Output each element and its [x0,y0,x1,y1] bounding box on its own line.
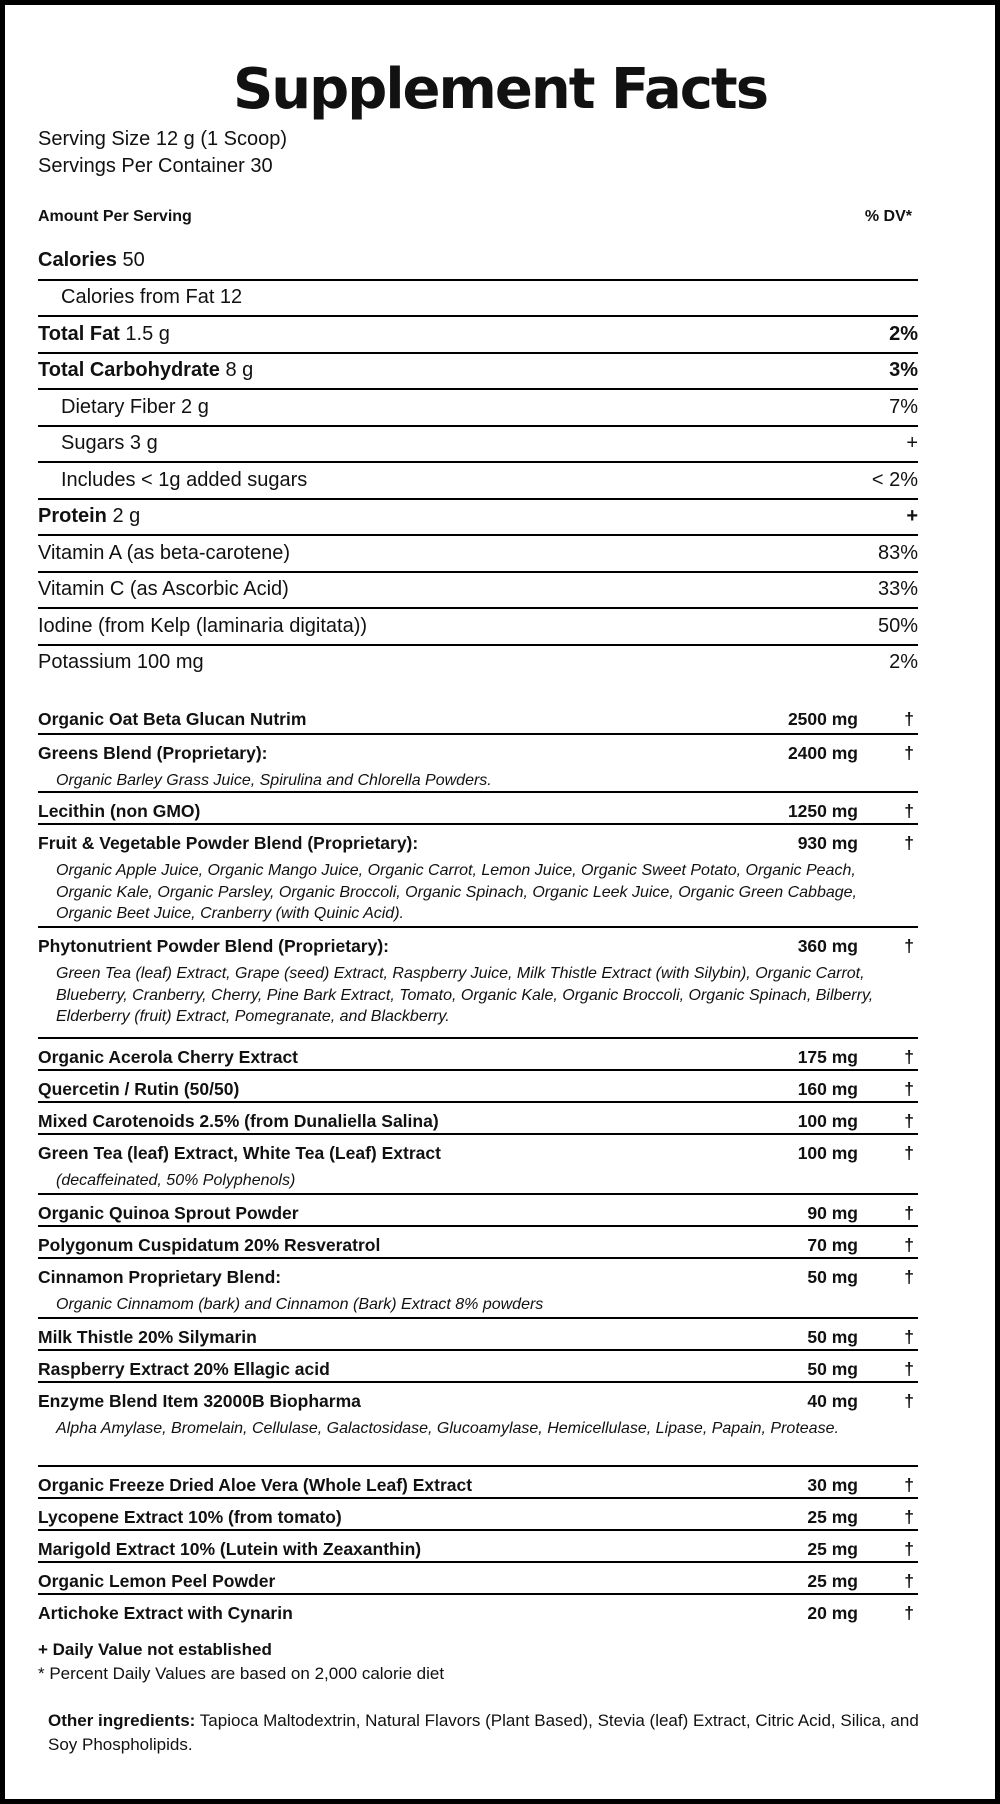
nutrient-label [61,286,242,309]
ingredient-amount: 30 mg [807,1475,858,1495]
ingredient-amount: 100 mg [797,1111,858,1131]
ingredient-dv-dagger: † [904,1539,914,1559]
nutrient-dv: 7% [889,395,918,418]
ingredient-amount: 2500 mg [787,709,858,729]
nutrient-amount: 1.5 g [125,322,170,345]
nutrient-row [38,461,918,498]
ingredient-row [38,1037,918,1069]
ingredient-row [38,791,918,823]
ingredient-row [38,1193,918,1225]
ingredient-name: Greens Blend (Proprietary): [38,743,268,763]
ingredient-subtext: Alpha Amylase, Bromelain, Cellulase, Galactosidase, Glucoamylase, Hemicellulase, Lipase, Papain, Protease. [56,1420,839,1437]
ingredient-name: Organic Oat Beta Glucan Nutrim [38,709,307,729]
nutrient-row [38,571,918,608]
ingredient-dv-dagger: † [904,1571,914,1591]
daily-value-header: % DV* [864,208,912,225]
other-ingredients [48,1709,948,1757]
serving-size: Serving Size 12 g (1 Scoop) [38,128,288,150]
nutrient-amount: Sugars 3 g [61,432,158,455]
footnote-percent-dv: * Percent Daily Values are based on 2,000 calorie diet [38,1664,445,1683]
ingredient-row [38,926,918,1037]
ingredient-amount: 50 mg [807,1267,858,1287]
other-ingredients-label: Other ingredients: [48,1711,196,1730]
servings-per-container: Servings Per Container 30 [38,155,273,177]
footnote-dv-not-established: + Daily Value not established [38,1640,272,1659]
ingredient-dv-dagger: † [904,709,914,729]
ingredient-subtext: Green Tea (leaf) Extract, Grape (seed) Extract, Raspberry Juice, Milk Thistle Extract (with Silybin), Organic Carrot, Blueberry, Cranberry, Cherry, Pine Bark Extract, Tomato, Organic Kale, Organic Broccoli, Organic Spinach, Bilberry, Elderberry (fruit) Extract, Pomegranate, and Blackberry. [56,965,874,1025]
ingredient-row [38,701,918,733]
nutrient-amount: Iodine (from Kelp (laminaria digitata)) [38,614,368,637]
ingredient-subtext: Organic Apple Juice, Organic Mango Juice, Organic Carrot, Lemon Juice, Organic Sweet Potato, Organic Peach, Organic Kale, Organic Parsley, Organic Broccoli, Organic Spinach, Organic Leek Juice, Organic Green Cabbage, Organic Beet Juice, Cranberry (with Quinic Acid). [56,862,857,922]
ingredient-row [38,1497,918,1529]
ingredient-amount: 25 mg [807,1571,858,1591]
nutrient-row [38,644,918,681]
nutrient-dv: 2% [889,322,918,345]
nutrient-row [38,534,918,571]
ingredient-row [38,1529,918,1561]
ingredient-row [38,733,918,791]
ingredient-row [38,1069,918,1101]
ingredient-dv-dagger: † [904,1047,914,1067]
nutrient-label [38,505,140,528]
ingredient-amount: 175 mg [797,1047,858,1067]
ingredient-dv-dagger: † [904,1603,914,1623]
ingredient-dv-dagger: † [904,1391,914,1411]
ingredient-name: Marigold Extract 10% (Lutein with Zeaxanthin) [38,1539,422,1559]
nutrient-amount: 8 g [225,359,254,382]
ingredient-dv-dagger: † [904,1079,914,1099]
nutrient-amount: Includes < 1g added sugars [61,468,308,491]
ingredient-dv-dagger: † [904,1359,914,1379]
ingredient-dv-dagger: † [904,833,914,853]
nutrient-name: Calories [38,248,117,271]
nutrient-label [38,542,290,565]
ingredient-name: Organic Lemon Peel Powder [38,1571,276,1591]
ingredient-row [38,1317,918,1349]
nutrient-amount: Potassium 100 mg [38,651,204,674]
ingredient-amount: 90 mg [807,1203,858,1223]
nutrient-row [38,352,918,389]
ingredient-name: Organic Acerola Cherry Extract [38,1047,299,1067]
ingredient-row [38,1465,918,1497]
nutrient-amount: Dietary Fiber 2 g [61,395,209,418]
nutrient-label [38,323,170,346]
nutrient-dv: < 2% [871,468,918,491]
ingredient-amount: 70 mg [807,1235,858,1255]
ingredient-amount: 2400 mg [787,743,858,763]
ingredient-row [38,1133,918,1193]
ingredient-amount: 25 mg [807,1507,858,1527]
nutrient-label [38,578,289,601]
ingredient-amount: 930 mg [797,833,858,853]
ingredient-dv-dagger: † [904,1475,914,1495]
amount-per-serving-header: Amount Per Serving [38,208,192,225]
ingredient-dv-dagger: † [904,1507,914,1527]
ingredient-row [38,1593,918,1625]
nutrient-dv: + [906,432,918,455]
nutrient-label [61,469,307,492]
nutrient-row [38,607,918,644]
nutrient-row [38,425,918,462]
ingredient-amount: 50 mg [807,1327,858,1347]
ingredient-row [38,1101,918,1133]
nutrient-dv: 83% [877,541,918,564]
ingredient-amount: 100 mg [797,1143,858,1163]
ingredient-name: Organic Quinoa Sprout Powder [38,1203,299,1223]
ingredient-name: Cinnamon Proprietary Blend: [38,1267,282,1287]
nutrient-amount: 2 g [112,505,141,528]
nutrient-dv: 33% [877,578,918,601]
ingredient-name: Raspberry Extract 20% Ellagic acid [38,1359,330,1379]
nutrient-amount: Calories from Fat 12 [61,286,243,309]
nutrient-amount: Vitamin C (as Ascorbic Acid) [38,578,289,601]
ingredient-dv-dagger: † [904,1327,914,1347]
ingredient-name: Enzyme Blend Item 32000B Biopharma [38,1391,361,1411]
ingredient-name: Lecithin (non GMO) [38,801,201,821]
ingredient-subtext: Organic Cinnamom (bark) and Cinnamon (Bark) Extract 8% powders [56,1296,544,1313]
ingredient-amount: 40 mg [807,1391,858,1411]
ingredient-row [38,1349,918,1381]
panel-title: Supplement Facts [232,57,768,122]
ingredient-name: Polygonum Cuspidatum 20% Resveratrol [38,1235,381,1255]
ingredient-row [38,1257,918,1317]
nutrient-row [38,388,918,425]
ingredient-name: Fruit & Vegetable Powder Blend (Proprietary): [38,833,419,853]
ingredient-name: Phytonutrient Powder Blend (Proprietary): [38,936,389,956]
ingredient-name: Artichoke Extract with Cynarin [38,1603,293,1623]
ingredient-row [38,1381,918,1465]
ingredient-name: Mixed Carotenoids 2.5% (from Dunaliella Salina) [38,1111,439,1131]
nutrient-row [38,498,918,535]
ingredient-amount: 360 mg [797,936,858,956]
nutrient-name: Total Carbohydrate [38,359,220,382]
ingredient-amount: 50 mg [807,1359,858,1379]
ingredient-row [38,1225,918,1257]
nutrient-row [38,242,918,279]
ingredient-dv-dagger: † [904,1267,914,1287]
ingredient-dv-dagger: † [904,1111,914,1131]
nutrient-amount: Vitamin A (as beta-carotene) [38,541,290,564]
nutrient-dv: 3% [889,359,918,382]
ingredient-dv-dagger: † [904,801,914,821]
nutrient-label [61,432,158,455]
ingredient-dv-dagger: † [904,1235,914,1255]
ingredient-amount: 20 mg [807,1603,858,1623]
nutrient-label [38,615,367,638]
ingredient-name: Quercetin / Rutin (50/50) [38,1079,240,1099]
ingredient-subtext: (decaffeinated, 50% Polyphenols) [56,1172,296,1189]
ingredient-name: Green Tea (leaf) Extract, White Tea (Leaf) Extract [38,1143,441,1163]
nutrient-amount: 50 [122,248,145,271]
ingredient-amount: 160 mg [797,1079,858,1099]
nutrient-label [38,359,253,382]
nutrient-dv: + [906,505,918,528]
nutrient-dv: 2% [889,651,918,674]
nutrient-row [38,279,918,316]
other-ingredients-text: Tapioca Maltodextrin, Natural Flavors (Plant Based), Stevia (leaf) Extract, Citric Acid, Silica, and Soy Phospholipids. [48,1711,919,1754]
nutrient-dv: 50% [877,614,918,637]
ingredient-row [38,1561,918,1593]
ingredient-name: Lycopene Extract 10% (from tomato) [38,1507,342,1527]
nutrient-label [38,249,145,272]
ingredient-name: Milk Thistle 20% Silymarin [38,1327,257,1347]
ingredient-subtext: Organic Barley Grass Juice, Spirulina and Chlorella Powders. [56,772,492,789]
nutrient-name: Protein [38,505,107,528]
nutrient-row [38,315,918,352]
ingredient-amount: 1250 mg [787,801,858,821]
nutrient-name: Total Fat [38,322,120,345]
ingredient-dv-dagger: † [904,936,914,956]
ingredient-dv-dagger: † [904,743,914,763]
ingredient-dv-dagger: † [904,1203,914,1223]
ingredient-amount: 25 mg [807,1539,858,1559]
nutrient-label [61,396,209,419]
nutrient-label [38,651,204,674]
ingredient-dv-dagger: † [904,1143,914,1163]
ingredient-row [38,823,918,926]
ingredient-name: Organic Freeze Dried Aloe Vera (Whole Leaf) Extract [38,1475,473,1495]
